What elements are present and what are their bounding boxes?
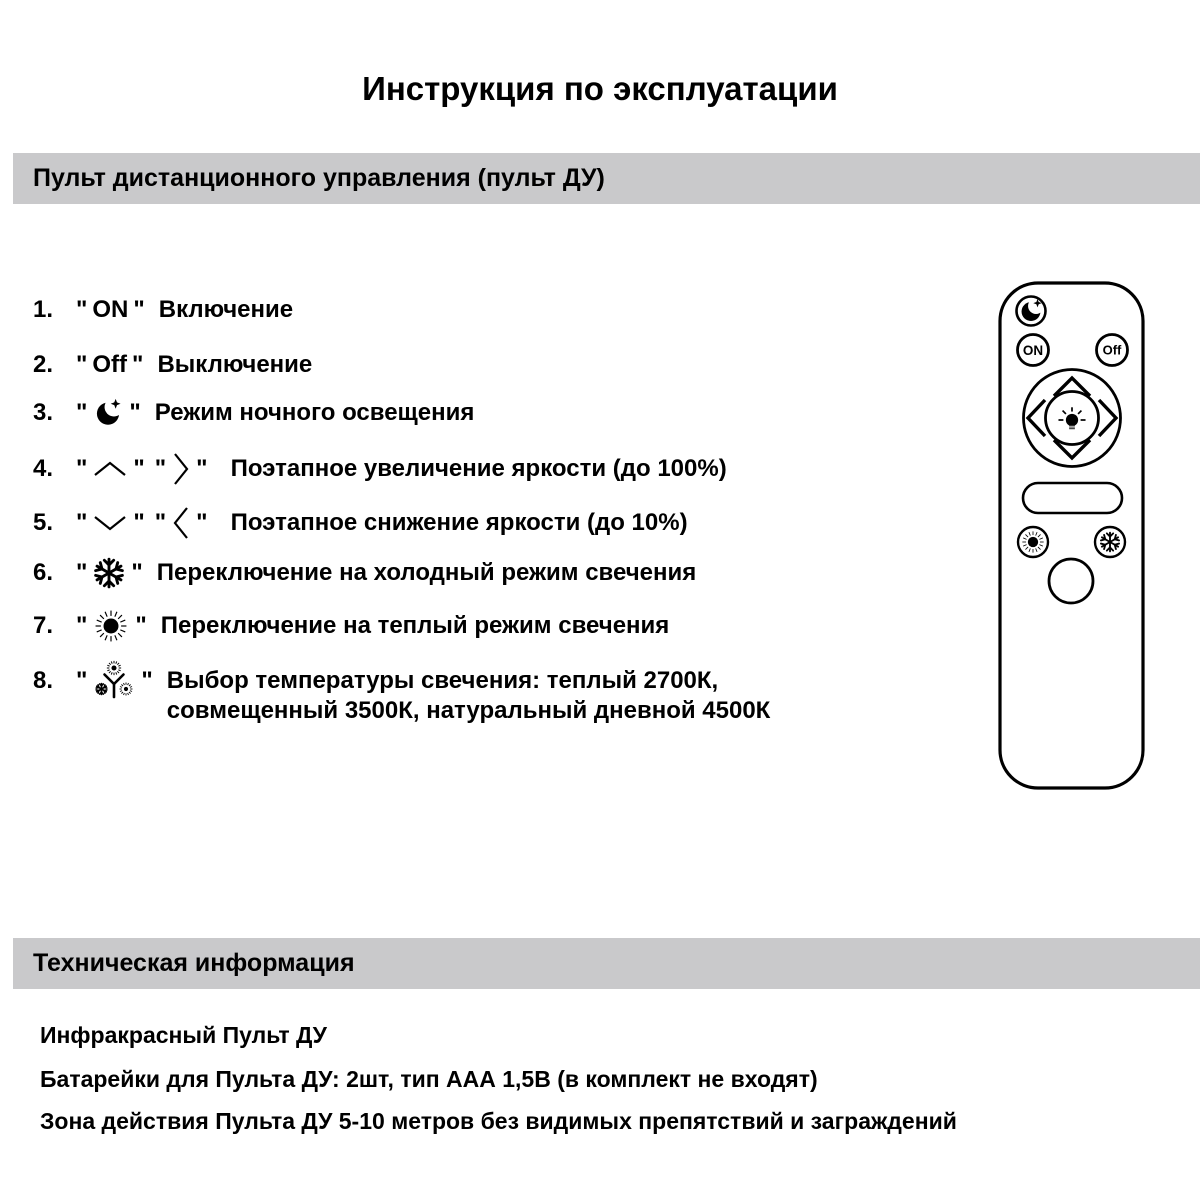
section-header-remote <box>13 153 1200 204</box>
on-symbol-label: ON <box>92 296 129 323</box>
quote-mark: " <box>133 509 145 536</box>
quote-mark: " <box>132 351 144 378</box>
list-item-brightness-up <box>33 451 727 487</box>
item-label: Переключение на теплый режим свечения <box>160 612 670 639</box>
list-item-cold-mode <box>33 555 696 591</box>
list-item-temperature-select <box>33 666 770 726</box>
tech-line-range: Зона действия Пульта ДУ 5-10 метров без видимых препятствий и заграждений <box>40 1108 957 1134</box>
remote-warm-button <box>1018 527 1048 557</box>
chevron-left-icon <box>171 505 191 541</box>
quote-mark: " <box>133 296 145 323</box>
remote-on-label: ON <box>1022 343 1044 358</box>
temperature-select-icon <box>92 658 136 704</box>
item-number: 3. <box>33 399 54 426</box>
chevron-down-icon <box>92 513 128 533</box>
item-number: 8. <box>33 667 54 694</box>
remote-off-button <box>1097 335 1128 366</box>
list-item-off <box>33 347 312 383</box>
item-number: 2. <box>33 351 54 378</box>
chevron-up-icon <box>92 459 128 479</box>
section-header-remote-label: Пульт дистанционного управления (пульт ДУ) <box>33 164 605 192</box>
item-label: Выключение <box>157 351 313 378</box>
quote-mark: " <box>76 612 88 639</box>
remote-pill-button <box>1023 483 1122 513</box>
list-item-brightness-down <box>33 505 688 541</box>
quote-mark: " <box>76 559 88 586</box>
item-symbol <box>71 607 152 645</box>
remote-bottom-button <box>1049 559 1093 603</box>
off-symbol-label: Off <box>92 351 128 378</box>
quote-mark: " <box>196 455 208 482</box>
quote-mark: " <box>76 667 88 694</box>
remote-on-button <box>1018 335 1049 366</box>
page-title: Инструкция по эксплуатации <box>362 70 838 107</box>
remote-night-mode-button <box>1017 297 1046 326</box>
item-symbol <box>71 666 158 696</box>
item-number: 6. <box>33 559 54 586</box>
quote-mark: " <box>135 612 147 639</box>
item-label: Включение <box>158 296 294 323</box>
quote-mark: " <box>76 455 88 482</box>
tech-line-batteries: Батарейки для Пульта ДУ: 2шт, тип ААА 1,5В (в комплект не входят) <box>40 1066 818 1092</box>
item-number: 7. <box>33 612 54 639</box>
quote-mark: " <box>131 559 143 586</box>
quote-mark: " <box>76 351 88 378</box>
item-symbol <box>71 351 148 379</box>
item-symbol <box>71 296 150 324</box>
item-label-line2: совмещенный 3500К, натуральный дневной 4500К <box>166 697 771 724</box>
item-number: 4. <box>33 455 54 482</box>
item-label: Поэтапное увеличение яркости (до 100%) <box>230 455 727 482</box>
list-item-on <box>33 292 293 328</box>
list-item-warm-mode <box>33 608 669 644</box>
item-number: 1. <box>33 296 54 323</box>
item-symbol <box>71 451 213 487</box>
remote-dpad <box>1024 370 1121 467</box>
quote-mark: " <box>154 455 167 482</box>
quote-mark: " <box>76 399 88 426</box>
section-header-tech <box>13 938 1200 989</box>
item-symbol <box>71 556 148 590</box>
item-symbol <box>71 505 213 541</box>
sun-icon <box>92 607 130 645</box>
remote-off-label: Off <box>1102 342 1122 358</box>
item-label: Поэтапное снижение яркости (до 10%) <box>230 509 688 536</box>
quote-mark: " <box>76 296 88 323</box>
item-label-line1: Выбор температуры свечения: теплый 2700К, <box>166 667 719 694</box>
moon-star-icon <box>92 397 124 429</box>
quote-mark: " <box>129 399 141 426</box>
tech-line-ir-remote: Инфракрасный Пульт ДУ <box>40 1022 327 1048</box>
remote-cold-button <box>1095 527 1125 557</box>
list-item-night-mode <box>33 395 474 431</box>
item-label: Переключение на холодный режим свечения <box>156 559 697 586</box>
quote-mark: " <box>196 509 208 536</box>
item-number: 5. <box>33 509 54 536</box>
remote-control-diagram <box>998 281 1147 792</box>
quote-mark: " <box>133 455 145 482</box>
item-symbol <box>71 397 146 429</box>
quote-mark: " <box>154 509 167 536</box>
quote-mark: " <box>141 667 153 694</box>
chevron-right-icon <box>171 451 191 487</box>
item-label: Режим ночного освещения <box>154 399 475 426</box>
sun-icon <box>1022 531 1043 552</box>
section-header-tech-label: Техническая информация <box>33 949 355 977</box>
quote-mark: " <box>76 509 88 536</box>
item-label <box>167 666 771 726</box>
snowflake-icon <box>92 556 126 590</box>
